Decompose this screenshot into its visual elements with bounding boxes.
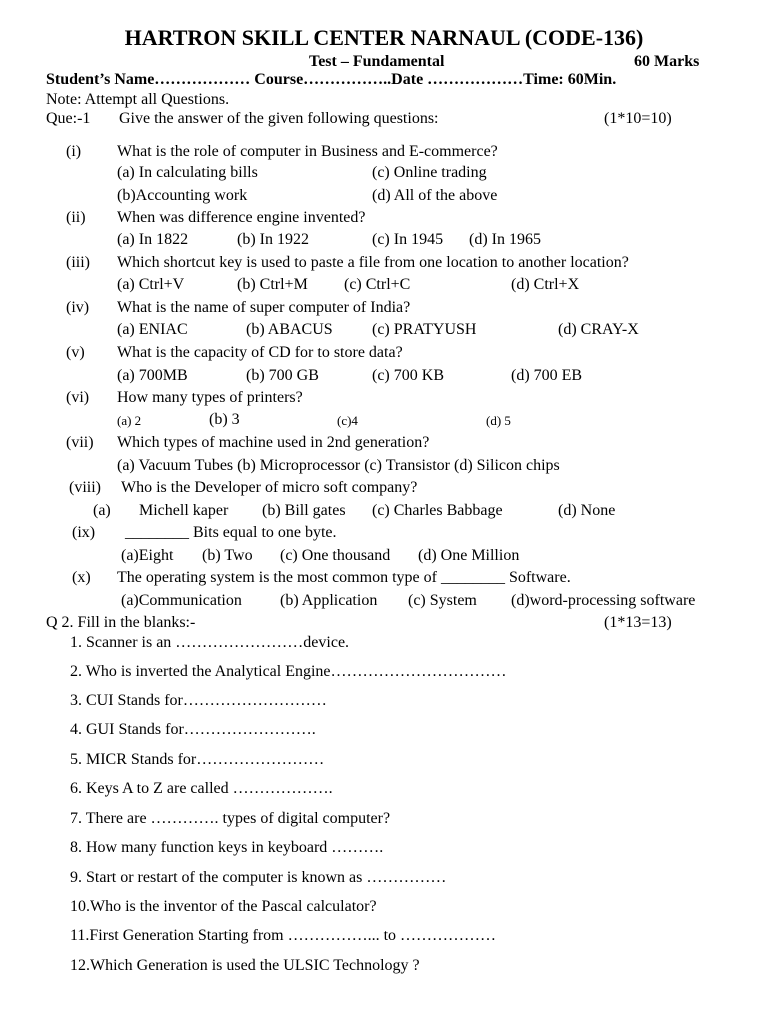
- option-d: (d) 700 EB: [511, 367, 583, 384]
- document-title: HARTRON SKILL CENTER NARNAUL (CODE-136): [124, 25, 644, 50]
- question-text: What is the name of super computer of India?: [117, 299, 411, 316]
- test-name: Test – Fundamental: [309, 53, 445, 70]
- option-d: (d) CRAY-X: [558, 321, 639, 338]
- option-d: (d)word-processing software: [511, 592, 696, 609]
- question-text: How many types of printers?: [117, 389, 303, 406]
- option-a: (a)Communication: [121, 592, 242, 609]
- question-number: (x): [72, 569, 91, 586]
- option-b: (b)Accounting work: [117, 187, 248, 204]
- question-number: (i): [66, 143, 82, 160]
- student-info-line: Student’s Name……………… Course……………..Date ………………Time: 60Min.: [46, 71, 617, 88]
- blank-item: 10.Who is the inventor of the Pascal calculator?: [70, 898, 377, 915]
- q2-label: Q 2. Fill in the blanks:-: [46, 614, 196, 631]
- option-d: (d) One Million: [418, 547, 520, 564]
- blank-item: 3. CUI Stands for………………………: [70, 692, 327, 709]
- option-c: (c) 700 KB: [372, 367, 444, 384]
- question-text: Which shortcut key is used to paste a file from one location to another location?: [117, 254, 629, 271]
- blank-item: 4. GUI Stands for…………………….: [70, 721, 316, 738]
- option-a: (a) ENIAC: [117, 321, 188, 338]
- question-text: Which types of machine used in 2nd generation?: [117, 434, 430, 451]
- option-d: (d) All of the above: [372, 187, 498, 204]
- option-a: (a) 700MB: [117, 367, 188, 384]
- blank-item: 6. Keys A to Z are called ……………….: [70, 780, 333, 797]
- option-a: (a) Ctrl+V: [117, 276, 185, 293]
- option-b: (b) 3: [209, 411, 240, 428]
- option-d: (d) 5: [486, 413, 511, 428]
- option-c: (c) In 1945: [372, 231, 444, 248]
- option-c: (c) PRATYUSH: [372, 321, 477, 338]
- blank-item: 11.First Generation Starting from ……………... to ………………: [70, 927, 497, 944]
- option-a: (a) 2: [117, 413, 142, 428]
- option-a: (a)Eight: [121, 547, 174, 564]
- blank-item: 1. Scanner is an ……………………device.: [70, 634, 350, 651]
- option-a: (a): [93, 502, 111, 519]
- question-number: (v): [66, 344, 85, 361]
- question-number: (ix): [72, 524, 96, 541]
- option-c: (c) Charles Babbage: [372, 502, 503, 519]
- option-c: (c)4: [337, 413, 358, 428]
- option-c: (c) System: [408, 592, 477, 609]
- option-c: (c) One thousand: [280, 547, 391, 564]
- question-text: The operating system is the most common type of ________ Software.: [117, 569, 571, 586]
- options-line: (a) Vacuum Tubes (b) Microprocessor (c) Transistor (d) Silicon chips: [117, 457, 560, 474]
- option-d: (d) None: [558, 502, 616, 519]
- q1-marks: (1*10=10): [604, 110, 672, 127]
- total-marks: 60 Marks: [634, 53, 700, 70]
- question-number: (iii): [66, 254, 90, 271]
- instructions-note: Note: Attempt all Questions.: [46, 91, 230, 108]
- blank-item: 12.Which Generation is used the ULSIC Technology ?: [70, 957, 420, 974]
- q1-label: Que:-1: [46, 110, 91, 127]
- question-number: (vii): [66, 434, 94, 451]
- question-text: Who is the Developer of micro soft company?: [121, 479, 418, 496]
- option-c: (c) Online trading: [372, 164, 487, 181]
- option-b: (b) Ctrl+M: [237, 276, 308, 293]
- option-b: (b) 700 GB: [246, 367, 319, 384]
- option-d: (d) In 1965: [469, 231, 541, 248]
- option-b: (b) Bill gates: [262, 502, 346, 519]
- blank-item: 9. Start or restart of the computer is known as ……………: [70, 869, 447, 886]
- blank-item: 2. Who is inverted the Analytical Engine……………………………: [70, 663, 507, 680]
- question-text: What is the capacity of CD for to store data?: [117, 344, 403, 361]
- question-text: When was difference engine invented?: [117, 209, 366, 226]
- question-number: (ii): [66, 209, 86, 226]
- blank-item: 5. MICR Stands for……………………: [70, 751, 325, 768]
- option-a-text: Michell kaper: [139, 502, 229, 519]
- question-text: ________ Bits equal to one byte.: [125, 524, 337, 541]
- option-b: (b) In 1922: [237, 231, 309, 248]
- question-number: (viii): [69, 479, 101, 496]
- blank-item: 7. There are …………. types of digital computer?: [70, 810, 391, 827]
- question-number: (iv): [66, 299, 90, 316]
- blank-item: 8. How many function keys in keyboard ……….: [70, 839, 384, 856]
- option-b: (b) Application: [280, 592, 378, 609]
- q1-instruction: Give the answer of the given following questions:: [119, 110, 439, 127]
- option-b: (b) Two: [202, 547, 253, 564]
- option-c: (c) Ctrl+C: [344, 276, 411, 293]
- question-number: (vi): [66, 389, 90, 406]
- option-a: (a) In calculating bills: [117, 164, 258, 181]
- option-b: (b) ABACUS: [246, 321, 333, 338]
- option-d: (d) Ctrl+X: [511, 276, 580, 293]
- option-a: (a) In 1822: [117, 231, 189, 248]
- question-text: What is the role of computer in Business and E-commerce?: [117, 143, 498, 160]
- q2-marks: (1*13=13): [604, 614, 672, 631]
